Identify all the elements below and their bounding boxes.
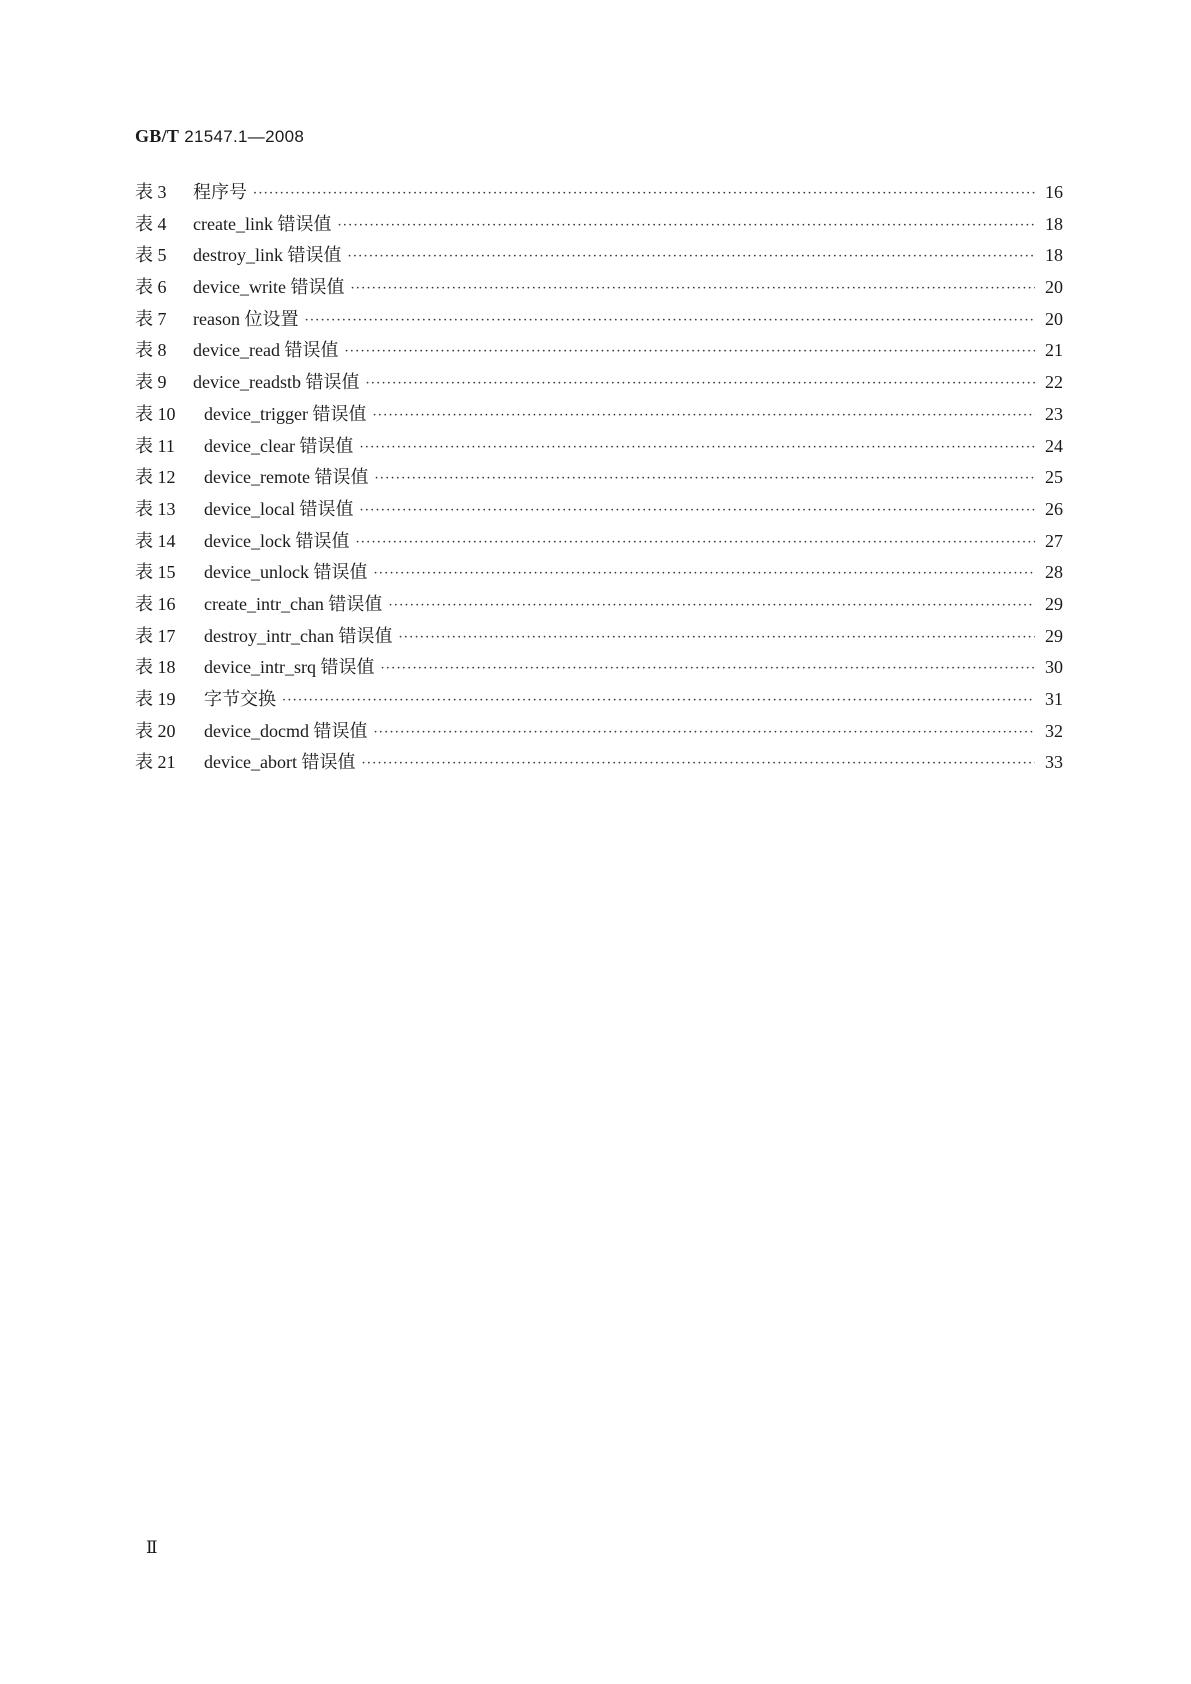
toc-entry-page: 25: [1045, 467, 1063, 488]
toc-entry[interactable]: [135, 558, 1063, 590]
toc-entry[interactable]: [135, 527, 1063, 559]
dot-leader: [361, 756, 1035, 771]
toc-entry[interactable]: [135, 685, 1063, 717]
toc-entry-number: 表 4: [135, 213, 167, 234]
toc-entry-title: create_intr_chan 错误值: [204, 593, 383, 614]
toc-entry-page: 28: [1045, 562, 1063, 583]
toc-entry-page: 22: [1045, 372, 1063, 393]
dot-leader: [282, 693, 1035, 708]
toc-entry-number: 表 3: [135, 182, 167, 202]
dot-leader: [304, 313, 1035, 328]
dot-leader: [365, 376, 1035, 391]
toc-entry-number: 表 15: [135, 562, 176, 583]
toc-entry-page: 18: [1045, 245, 1063, 266]
toc-entry-title: device_intr_srq 错误值: [204, 657, 375, 678]
toc-entry-page: 30: [1045, 657, 1063, 678]
toc-entry[interactable]: [135, 622, 1063, 654]
toc-entry[interactable]: [135, 590, 1063, 622]
toc-entry-title: device_readstb 错误值: [193, 372, 360, 393]
toc-entry-title: 程序号: [193, 182, 247, 202]
toc-entry[interactable]: [135, 210, 1063, 242]
toc-entry-title: device_trigger 错误值: [204, 403, 367, 424]
toc-entry-title: reason 位设置: [193, 308, 299, 329]
dot-leader: [359, 503, 1035, 518]
table-of-contents: [135, 178, 1063, 780]
toc-entry-number: 表 14: [135, 530, 176, 551]
toc-entry-title: device_clear 错误值: [204, 435, 354, 456]
toc-entry-number: 表 11: [135, 435, 175, 456]
toc-entry-page: 32: [1045, 720, 1063, 741]
toc-entry-page: 21: [1045, 340, 1063, 361]
toc-entry-number: 表 17: [135, 625, 176, 646]
toc-entry-number: 表 12: [135, 467, 176, 488]
toc-entry-page: 24: [1045, 435, 1063, 456]
dot-leader: [373, 566, 1035, 581]
toc-entry-title: device_local 错误值: [204, 498, 354, 519]
dot-leader: [253, 186, 1035, 201]
dot-leader: [337, 218, 1035, 233]
toc-entry-page: 33: [1045, 752, 1063, 773]
toc-entry[interactable]: [135, 241, 1063, 273]
toc-entry[interactable]: [135, 748, 1063, 780]
toc-entry-title: device_read 错误值: [193, 340, 339, 361]
toc-entry-title: device_docmd 错误值: [204, 720, 368, 741]
toc-entry-page: 16: [1045, 182, 1063, 202]
toc-entry-title: 字节交换: [204, 689, 276, 709]
toc-entry-title: device_write 错误值: [193, 277, 345, 298]
standard-number: 21547.1—2008: [184, 127, 305, 146]
toc-entry-number: 表 21: [135, 752, 176, 773]
dot-leader: [398, 630, 1035, 645]
toc-entry[interactable]: [135, 273, 1063, 305]
toc-entry-page: 29: [1045, 625, 1063, 646]
toc-entry-number: 表 13: [135, 498, 176, 519]
toc-entry-page: 20: [1045, 277, 1063, 298]
standard-prefix: GB/T: [135, 126, 180, 146]
dot-leader: [355, 535, 1035, 550]
toc-entry[interactable]: [135, 432, 1063, 464]
document-header: [135, 126, 304, 147]
toc-entry-number: 表 18: [135, 657, 176, 678]
toc-entry[interactable]: [135, 495, 1063, 527]
toc-entry-title: device_remote 错误值: [204, 467, 369, 488]
dot-leader: [344, 344, 1035, 359]
toc-entry[interactable]: [135, 400, 1063, 432]
toc-entry-page: 26: [1045, 498, 1063, 519]
toc-entry-page: 18: [1045, 213, 1063, 234]
toc-entry-number: 表 5: [135, 245, 167, 266]
toc-entry-title: destroy_intr_chan 错误值: [204, 625, 393, 646]
toc-entry-title: create_link 错误值: [193, 213, 332, 234]
toc-entry[interactable]: [135, 717, 1063, 749]
dot-leader: [388, 598, 1035, 613]
dot-leader: [374, 471, 1035, 486]
toc-entry-page: 29: [1045, 593, 1063, 614]
toc-entry-number: 表 20: [135, 720, 176, 741]
toc-entry[interactable]: [135, 368, 1063, 400]
dot-leader: [372, 408, 1035, 423]
toc-entry-number: 表 16: [135, 593, 176, 614]
dot-leader: [380, 661, 1035, 676]
toc-entry-title: destroy_link 错误值: [193, 245, 342, 266]
toc-entry[interactable]: [135, 305, 1063, 337]
toc-entry-page: 31: [1045, 689, 1063, 709]
toc-entry-number: 表 10: [135, 403, 176, 424]
toc-entry-title: device_unlock 错误值: [204, 562, 368, 583]
toc-entry-number: 表 8: [135, 340, 167, 361]
toc-entry[interactable]: [135, 336, 1063, 368]
toc-entry[interactable]: [135, 653, 1063, 685]
page-number: Ⅱ: [146, 1538, 158, 1557]
dot-leader: [348, 249, 1036, 264]
toc-entry-number: 表 9: [135, 372, 167, 393]
toc-entry-page: 27: [1045, 530, 1063, 551]
dot-leader: [373, 725, 1035, 740]
dot-leader: [359, 440, 1035, 455]
toc-entry-page: 20: [1045, 308, 1063, 329]
dot-leader: [350, 281, 1035, 296]
toc-entry-number: 表 6: [135, 277, 167, 298]
toc-entry-title: device_lock 错误值: [204, 530, 350, 551]
toc-entry[interactable]: [135, 463, 1063, 495]
toc-entry-number: 表 7: [135, 308, 167, 329]
toc-entry-page: 23: [1045, 403, 1063, 424]
toc-entry-number: 表 19: [135, 689, 176, 709]
toc-entry-title: device_abort 错误值: [204, 752, 356, 773]
toc-entry[interactable]: [135, 178, 1063, 210]
